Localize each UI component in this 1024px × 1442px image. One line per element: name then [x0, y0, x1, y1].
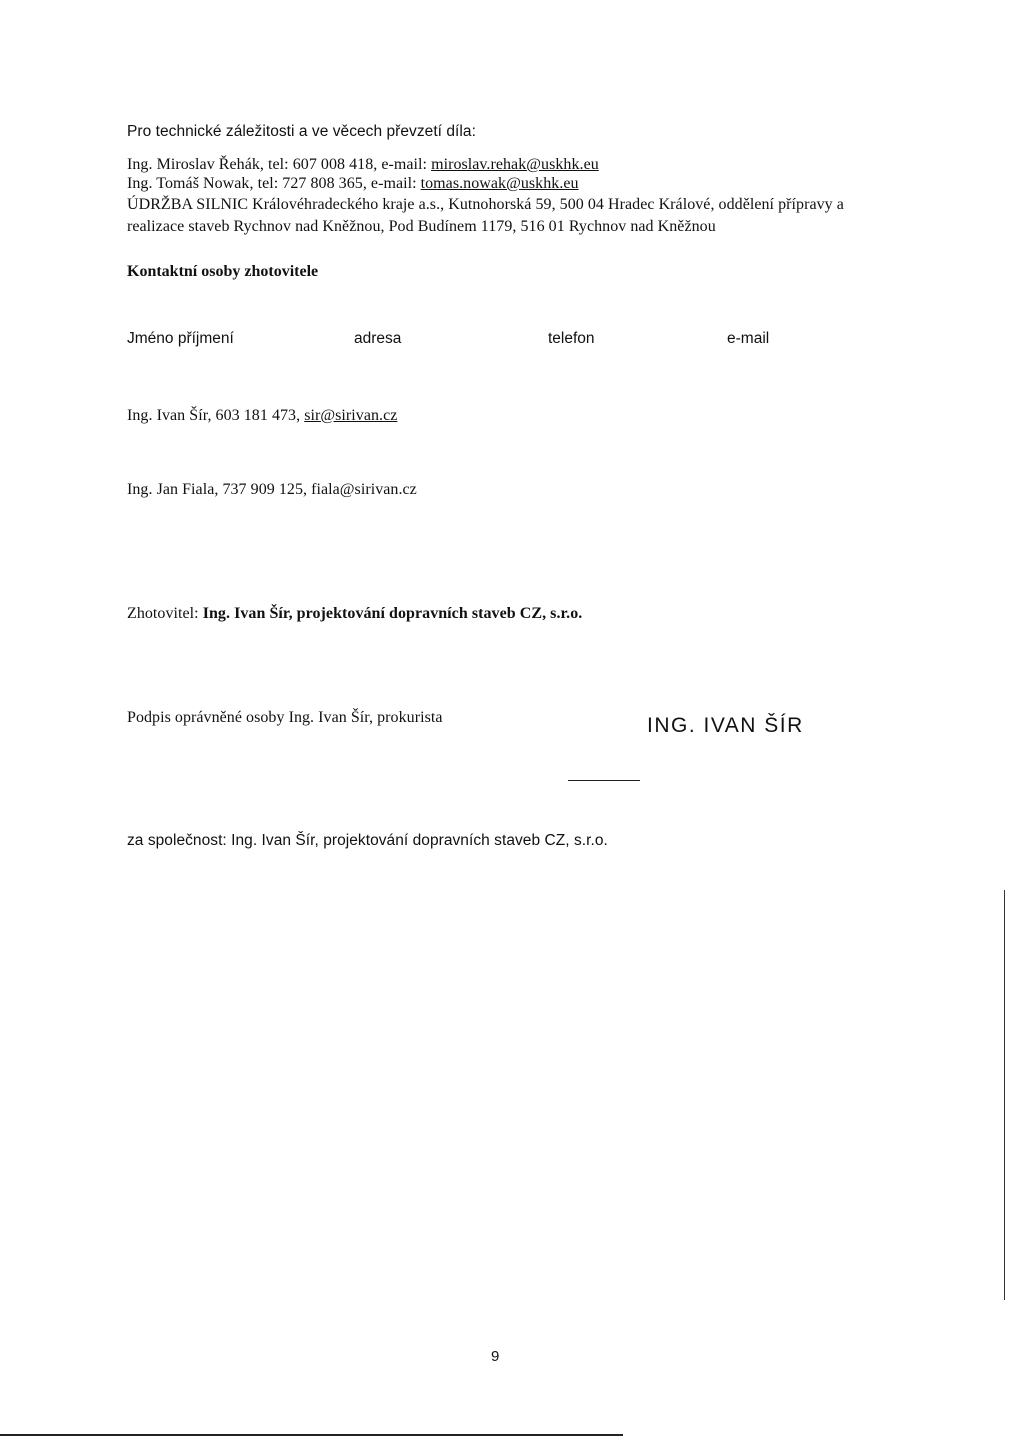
header-phone: telefon: [548, 330, 595, 347]
organization-address-line-2: realizace staveb Rychnov nad Kněžnou, Pod Budínem 1179, 516 01 Rychnov nad Kněžnou: [127, 218, 716, 235]
contractor-line: [127, 604, 582, 624]
right-margin-rule: [1004, 890, 1005, 1300]
contractor-contact-1: [127, 406, 397, 426]
client-contact-1: [127, 155, 599, 175]
client-contact-2: [127, 174, 579, 194]
contractor-name: Ing. Ivan Šír, projektování dopravních staveb CZ, s.r.o.: [202, 605, 583, 622]
client-contact-1-text: Ing. Miroslav Řehák, tel: 607 008 418, e-mail:: [127, 156, 432, 173]
client-contact-1-email-link[interactable]: miroslav.rehak@uskhk.eu: [431, 156, 599, 173]
client-contact-2-email-link[interactable]: tomas.nowak@uskhk.eu: [420, 175, 579, 192]
signature-line: [568, 780, 640, 781]
on-behalf-line: za společnost: Ing. Ivan Šír, projektování dopravních staveb CZ, s.r.o.: [127, 832, 608, 849]
contractor-contact-2: Ing. Jan Fiala, 737 909 125, fiala@sirivan.cz: [127, 481, 417, 498]
contractor-contact-1-text: Ing. Ivan Šír, 603 181 473,: [127, 407, 305, 424]
contractor-contacts-title: Kontaktní osoby zhotovitele: [127, 263, 319, 280]
contractor-label: Zhotovitel:: [127, 605, 203, 622]
contractor-contact-1-email-link[interactable]: sir@sirivan.cz: [304, 407, 398, 424]
signature-stamp: ING. IVAN ŠÍR: [647, 714, 804, 737]
signature-label: Podpis oprávněné osoby Ing. Ivan Šír, prokurista: [127, 709, 443, 726]
page-number: 9: [491, 1348, 500, 1365]
client-contact-2-text: Ing. Tomáš Nowak, tel: 727 808 365, e-mail:: [127, 175, 421, 192]
header-address: adresa: [354, 330, 402, 347]
technical-matters-title: Pro technické záležitosti a ve věcech převzetí díla:: [127, 123, 476, 140]
organization-address-line-1: ÚDRŽBA SILNIC Královéhradeckého kraje a.s., Kutnohorská 59, 500 04 Hradec Králové, oddělení přípravy a: [127, 196, 844, 213]
contact-table-header: [127, 330, 827, 352]
header-name: Jméno příjmení: [127, 330, 234, 347]
bottom-edge-rule: [0, 1434, 623, 1436]
header-email: e-mail: [727, 330, 770, 347]
